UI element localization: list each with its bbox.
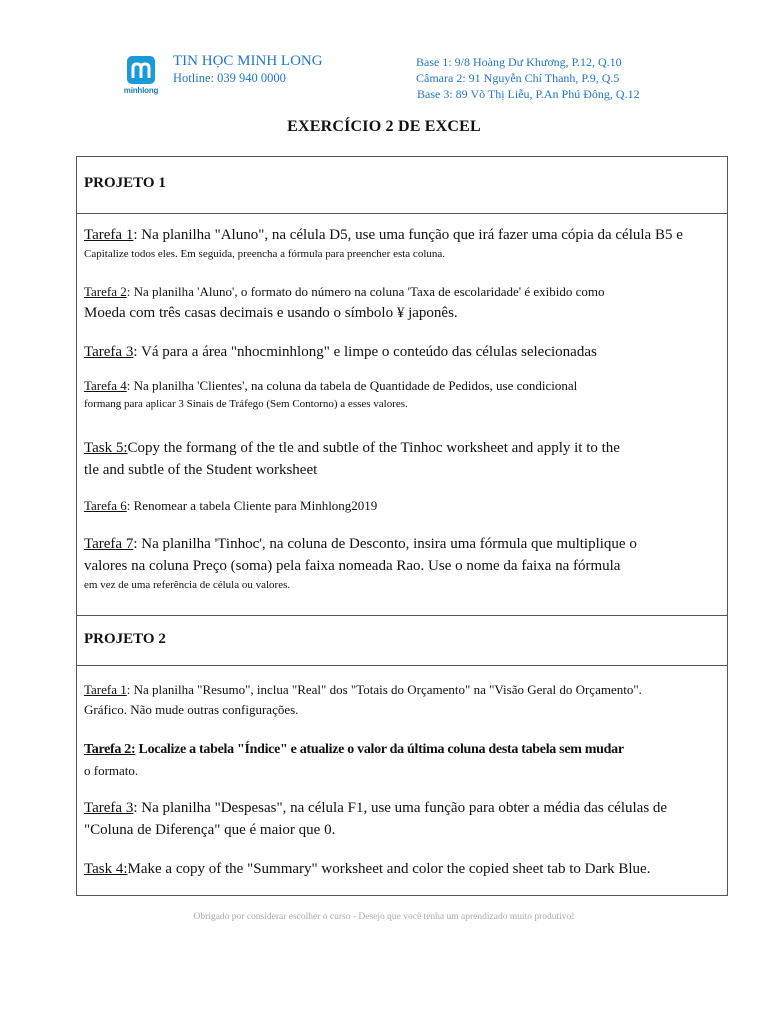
project-2-heading: PROJETO 2 <box>84 631 166 647</box>
divider <box>77 213 727 214</box>
exercise-table <box>76 156 728 896</box>
p1-task-2 <box>84 282 721 324</box>
task-label: Tarefa 3 <box>84 344 134 360</box>
task-text-2: "Coluna de Diferença" que é maior que 0. <box>84 822 336 838</box>
minhlong-logo <box>121 56 161 96</box>
divider <box>77 665 727 666</box>
task-text: : Na planilha "Despesas", na célula F1, use uma função para obter a média das células de <box>133 800 668 816</box>
p1-task-1 <box>84 224 764 262</box>
task-text: : Na planilha 'Aluno', o formato do número na coluna 'Taxa de escolaridade' é exibido como <box>126 284 605 299</box>
task-text: Localize a tabela "Índice" e atualize o valor da última coluna desta tabela sem mudar <box>135 742 624 757</box>
p2-task-1 <box>84 680 764 720</box>
divider <box>77 615 727 616</box>
task-text: : Renomear a tabela Cliente para Minhlong2019 <box>126 498 378 513</box>
task-label: Tarefa 6 <box>84 498 127 513</box>
p2-task-4 <box>84 858 721 880</box>
task-text-2: Capitalize todos eles. Em seguida, preencha a fórmula para preencher esta coluna. <box>84 248 446 260</box>
logo-m-icon <box>127 56 155 84</box>
p1-task-7 <box>84 533 721 593</box>
task-label: Tarefa 2: <box>84 742 136 757</box>
address-base-2: Câmara 2: 91 Nguyễn Chí Thanh, P.9, Q.5 <box>416 71 620 85</box>
page-title: EXERCÍCIO 2 DE EXCEL <box>287 118 481 135</box>
task-text: : Na planilha "Resumo", inclua "Real" dos "Totais do Orçamento" na "Visão Geral do Orçamento". <box>126 682 642 697</box>
task-text: : Na planilha 'Clientes', na coluna da tabela de Quantidade de Pedidos, use condicional <box>126 378 578 393</box>
task-text-2: Moeda com três casas decimais e usando o símbolo ¥ japonês. <box>84 305 458 321</box>
p1-task-4 <box>84 376 721 412</box>
task-text: Copy the formang of the tle and subtle of the Tinhoc worksheet and apply it to the <box>127 440 620 456</box>
hotline: Hotline: 039 940 0000 <box>173 71 286 85</box>
p2-task-2 <box>84 739 721 781</box>
task-label: Tarefa 1 <box>84 682 127 697</box>
task-text-2: o formato. <box>84 763 139 778</box>
address-base-1: Base 1: 9/8 Hoàng Dư Khương, P.12, Q.10 <box>416 55 622 69</box>
task-text: : Na planilha "Aluno", na célula D5, use uma função que irá fazer uma cópia da célula B5 e <box>133 227 683 243</box>
task-label: Tarefa 2 <box>84 284 127 299</box>
task-text: : Na planilha 'Tinhoc', na coluna de Desconto, insira uma fórmula que multiplique o <box>133 536 637 552</box>
p1-task-6 <box>84 496 721 516</box>
task-text-2: formang para aplicar 3 Sinais de Tráfego (Sem Contorno) a esses valores. <box>84 398 408 410</box>
p1-task-5 <box>84 437 721 481</box>
task-text: : Vá para a área "nhocminhlong" e limpe o conteúdo das células selecionadas <box>133 344 597 360</box>
company-name: TIN HỌC MINH LONG <box>173 53 323 69</box>
task-label: Tarefa 4 <box>84 378 127 393</box>
task-label: Task 4: <box>84 861 128 877</box>
task-text-2: Gráfico. Não mude outras configurações. <box>84 702 299 717</box>
task-label: Tarefa 3 <box>84 800 134 816</box>
p1-task-3 <box>84 341 721 363</box>
p2-task-3 <box>84 797 721 841</box>
task-label: Tarefa 7 <box>84 536 134 552</box>
logo-text: minhlong <box>123 86 159 95</box>
company-block <box>173 52 323 86</box>
task-text-3: em vez de uma referência de célula ou valores. <box>84 579 291 591</box>
page-header <box>0 0 768 110</box>
project-1-heading: PROJETO 1 <box>84 175 166 191</box>
task-text: Make a copy of the "Summary" worksheet and color the copied sheet tab to Dark Blue. <box>127 861 651 877</box>
task-text-2: valores na coluna Preço (soma) pela faixa nomeada Rao. Use o nome da faixa na fórmula <box>84 558 621 574</box>
address-list <box>416 54 640 102</box>
task-label: Task 5: <box>84 440 128 456</box>
address-base-3: Base 3: 89 Võ Thị Liễu, P.An Phú Đông, Q.12 <box>417 87 640 101</box>
task-text-2: tle and subtle of the Student worksheet <box>84 462 318 478</box>
page-footer: Obrigado por considerar escolher o curso - Desejo que você tenha um aprendizado muito produtivo! <box>193 912 575 922</box>
task-label: Tarefa 1 <box>84 227 134 243</box>
